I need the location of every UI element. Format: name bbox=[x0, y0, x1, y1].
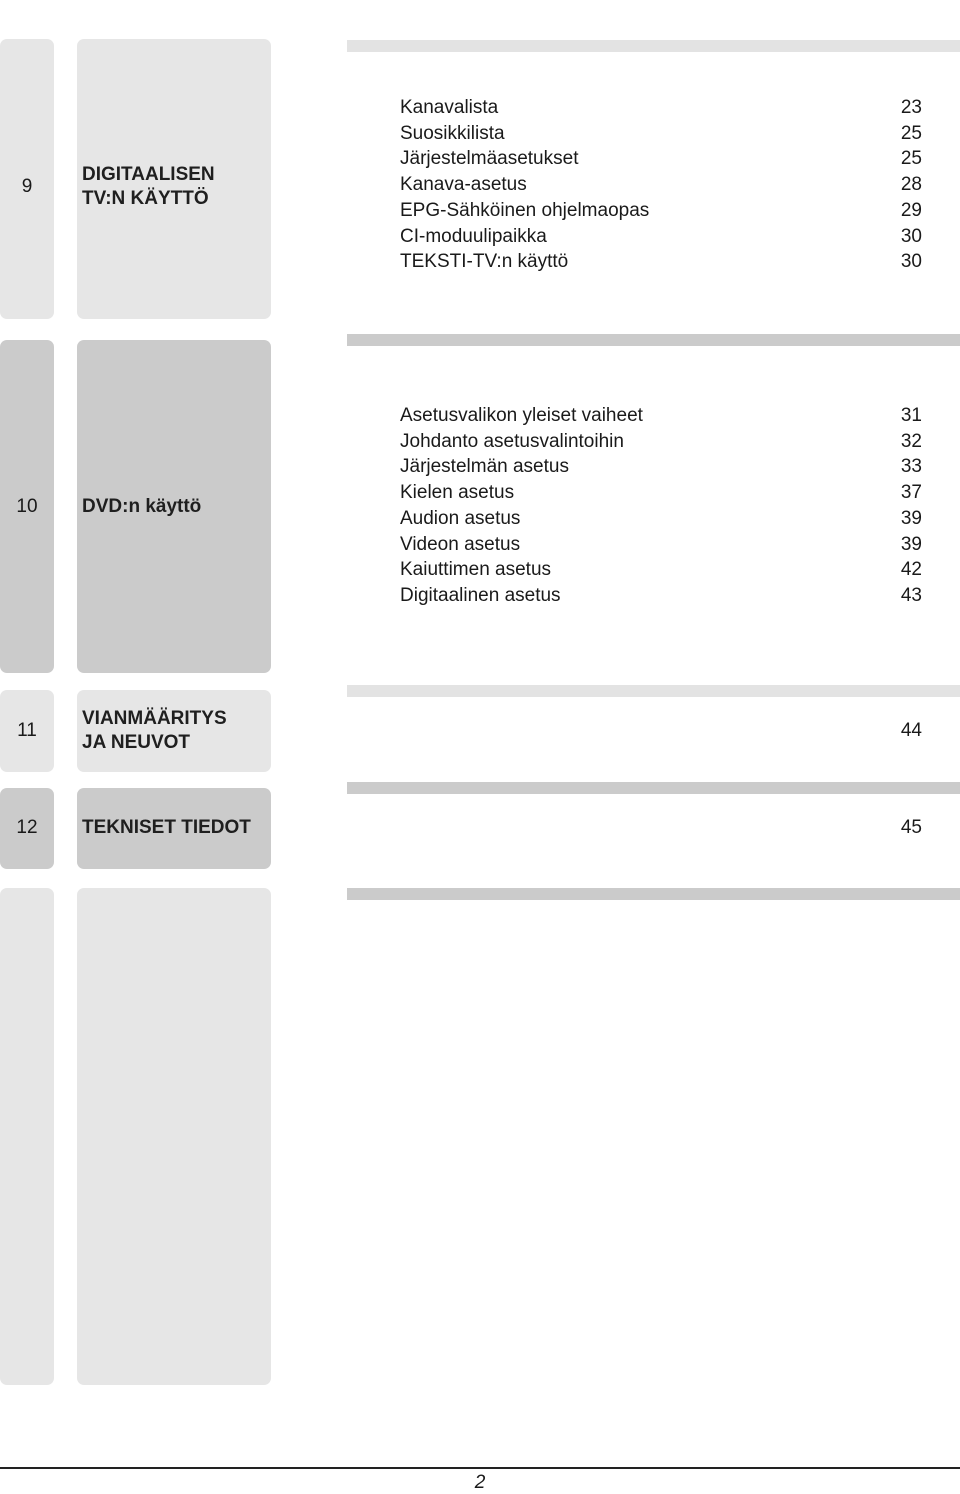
toc-entry[interactable] bbox=[400, 480, 922, 506]
toc-entry-page: 29 bbox=[900, 199, 922, 221]
toc-entry-page: 25 bbox=[900, 122, 922, 144]
section-title-line: VIANMÄÄRITYS bbox=[82, 708, 227, 729]
toc-entry-page: 33 bbox=[900, 456, 922, 478]
toc-entry-label: Videon asetus bbox=[400, 533, 521, 555]
toc-entry-label: Kanava-asetus bbox=[400, 174, 527, 196]
toc-entry-page: 23 bbox=[900, 97, 922, 118]
toc-entry-label: Asetusvalikon yleiset vaiheet bbox=[400, 405, 643, 426]
toc-entry[interactable] bbox=[400, 557, 922, 583]
toc-entry-page: 30 bbox=[900, 251, 922, 273]
toc-entry[interactable] bbox=[400, 403, 922, 429]
section-title bbox=[82, 163, 272, 211]
section-number: 9 bbox=[21, 176, 33, 197]
toc-entry[interactable] bbox=[400, 95, 922, 121]
toc-entry-list bbox=[400, 403, 922, 609]
toc-entry-page: 32 bbox=[900, 430, 922, 452]
section-header-bar bbox=[347, 888, 960, 900]
toc-entry-label: CI-moduulipaikka bbox=[400, 225, 547, 247]
toc-entry-page: 31 bbox=[900, 405, 922, 426]
toc-entry-label: Järjestelmäasetukset bbox=[400, 148, 579, 170]
toc-entry-page: 39 bbox=[900, 507, 922, 529]
toc-entry[interactable] bbox=[400, 224, 922, 250]
toc-entry[interactable] bbox=[400, 429, 922, 455]
toc-entry-page: 30 bbox=[900, 225, 922, 247]
toc-entry-list bbox=[400, 95, 922, 275]
toc-entry-label: TEKSTI-TV:n käyttö bbox=[400, 251, 569, 273]
toc-entry-page: 43 bbox=[900, 584, 922, 606]
section-header-bar bbox=[347, 782, 960, 794]
section-title-line: TEKNISET TIEDOT bbox=[82, 817, 251, 838]
toc-entry[interactable] bbox=[400, 454, 922, 480]
toc-entry-page[interactable]: 45 bbox=[900, 817, 922, 838]
toc-entry-page: 42 bbox=[900, 559, 922, 581]
page-number-text: 2 bbox=[474, 1472, 486, 1493]
toc-entry-page: 25 bbox=[900, 148, 922, 170]
section-title bbox=[82, 707, 272, 755]
section-title bbox=[82, 816, 282, 840]
toc-entry[interactable] bbox=[400, 146, 922, 172]
footer-rule bbox=[0, 1467, 960, 1469]
toc-entry-label: Järjestelmän asetus bbox=[400, 456, 569, 478]
toc-entry-page: 39 bbox=[900, 533, 922, 555]
toc-entry-label: Johdanto asetusvalintoihin bbox=[400, 430, 624, 452]
section-title-line: DVD:n käyttö bbox=[82, 496, 202, 517]
section-number: 12 bbox=[16, 817, 38, 838]
toc-entry[interactable] bbox=[400, 532, 922, 558]
toc-entry-label: EPG-Sähköinen ohjelmaopas bbox=[400, 199, 650, 221]
toc-entry[interactable] bbox=[400, 121, 922, 147]
section-number: 10 bbox=[16, 496, 38, 517]
toc-entry[interactable] bbox=[400, 198, 922, 224]
toc-entry[interactable] bbox=[400, 172, 922, 198]
section-header-bar bbox=[347, 685, 960, 697]
toc-entry-label: Suosikkilista bbox=[400, 122, 505, 144]
toc-entry-label: Kanavalista bbox=[400, 97, 499, 118]
toc-entry-page[interactable]: 44 bbox=[900, 720, 922, 741]
toc-entry-label: Kaiuttimen asetus bbox=[400, 559, 552, 581]
section-number-box bbox=[0, 888, 54, 1385]
toc-entry-label: Digitaalinen asetus bbox=[400, 584, 561, 606]
toc-entry[interactable] bbox=[400, 249, 922, 275]
section-title-box bbox=[77, 888, 271, 1385]
toc-entry-page: 28 bbox=[900, 174, 922, 196]
section-title-line: DIGITAALISEN bbox=[82, 164, 215, 185]
section-title-line: JA NEUVOT bbox=[82, 732, 191, 753]
toc-entry-label: Audion asetus bbox=[400, 507, 521, 529]
section-title-line: TV:N KÄYTTÖ bbox=[82, 188, 209, 209]
section-header-bar bbox=[347, 334, 960, 346]
toc-entry-label: Kielen asetus bbox=[400, 482, 515, 504]
section-header-bar bbox=[347, 40, 960, 52]
section-number: 11 bbox=[17, 720, 37, 741]
section-title bbox=[82, 495, 272, 519]
toc-entry[interactable] bbox=[400, 506, 922, 532]
toc-entry-page: 37 bbox=[900, 482, 922, 504]
toc-entry[interactable] bbox=[400, 583, 922, 609]
